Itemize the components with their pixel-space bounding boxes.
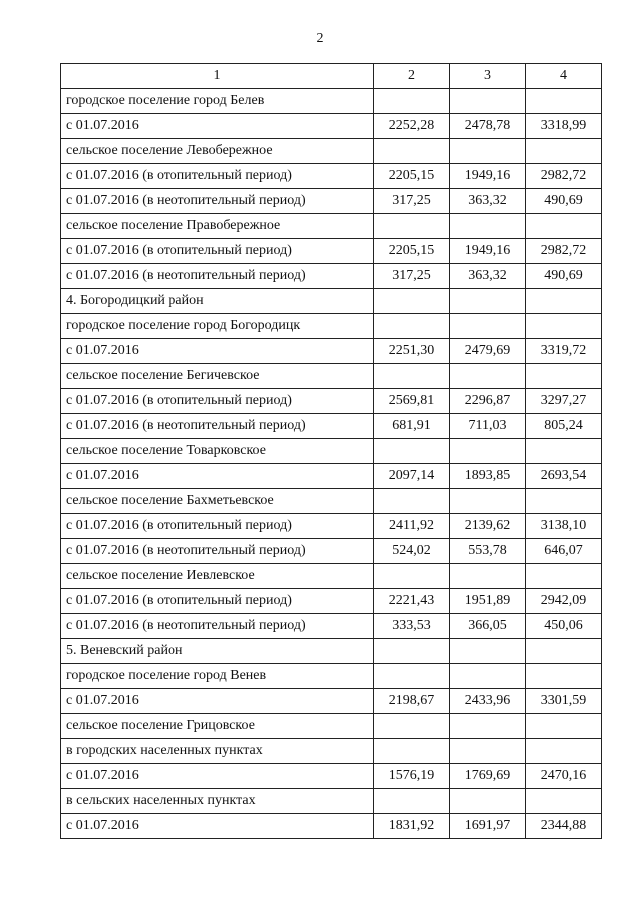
tariff-value-4: 490,69 — [526, 189, 602, 214]
table-row — [61, 289, 602, 314]
tariff-value-4: 450,06 — [526, 614, 602, 639]
row-label: сельское поселение Бегичевское — [61, 364, 374, 389]
row-label: сельское поселение Левобережное — [61, 139, 374, 164]
row-label: с 01.07.2016 (в отопительный период) — [61, 589, 374, 614]
table-row — [61, 539, 602, 564]
row-label: сельское поселение Грицовское — [61, 714, 374, 739]
table-row — [61, 264, 602, 289]
tariff-value-2 — [374, 489, 450, 514]
table-row — [61, 714, 602, 739]
tariff-value-2 — [374, 214, 450, 239]
table-body — [61, 89, 602, 839]
table-row — [61, 514, 602, 539]
tariff-value-4: 2344,88 — [526, 814, 602, 839]
tariff-value-3: 1691,97 — [450, 814, 526, 839]
tariff-value-2: 681,91 — [374, 414, 450, 439]
tariff-value-4: 2982,72 — [526, 239, 602, 264]
column-header: 4 — [526, 64, 602, 89]
tariff-value-4 — [526, 364, 602, 389]
tariff-value-3 — [450, 739, 526, 764]
table-row — [61, 389, 602, 414]
tariff-value-4 — [526, 639, 602, 664]
row-label: 5. Веневский район — [61, 639, 374, 664]
row-label: 4. Богородицкий район — [61, 289, 374, 314]
tariff-value-4 — [526, 289, 602, 314]
tariff-value-2: 1831,92 — [374, 814, 450, 839]
row-label: с 01.07.2016 (в отопительный период) — [61, 389, 374, 414]
table-row — [61, 439, 602, 464]
tariff-value-2: 1576,19 — [374, 764, 450, 789]
table-header-row — [61, 64, 602, 89]
tariff-value-4 — [526, 714, 602, 739]
tariff-value-4 — [526, 489, 602, 514]
table-row — [61, 589, 602, 614]
tariff-value-4: 805,24 — [526, 414, 602, 439]
tariff-value-3: 1769,69 — [450, 764, 526, 789]
tariff-value-2 — [374, 139, 450, 164]
column-header: 1 — [61, 64, 374, 89]
tariff-value-2: 2221,43 — [374, 589, 450, 614]
tariff-value-4 — [526, 314, 602, 339]
tariff-value-4 — [526, 664, 602, 689]
tariff-value-3 — [450, 139, 526, 164]
tariff-value-4 — [526, 564, 602, 589]
tariff-value-4: 490,69 — [526, 264, 602, 289]
tariff-value-2 — [374, 314, 450, 339]
tariff-value-3 — [450, 364, 526, 389]
row-label: с 01.07.2016 (в неотопительный период) — [61, 539, 374, 564]
row-label: сельское поселение Товарковское — [61, 439, 374, 464]
table-row — [61, 689, 602, 714]
tariff-value-3: 2296,87 — [450, 389, 526, 414]
row-label: сельское поселение Иевлевское — [61, 564, 374, 589]
row-label: с 01.07.2016 — [61, 114, 374, 139]
tariff-value-3 — [450, 489, 526, 514]
row-label: с 01.07.2016 (в неотопительный период) — [61, 414, 374, 439]
tariff-value-4: 2470,16 — [526, 764, 602, 789]
table-row — [61, 764, 602, 789]
row-label: с 01.07.2016 (в неотопительный период) — [61, 264, 374, 289]
row-label: сельское поселение Бахметьевское — [61, 489, 374, 514]
tariff-value-3: 366,05 — [450, 614, 526, 639]
tariff-value-2: 317,25 — [374, 189, 450, 214]
row-label: городское поселение город Богородицк — [61, 314, 374, 339]
tariff-value-2: 2205,15 — [374, 239, 450, 264]
tariff-value-3 — [450, 789, 526, 814]
tariff-value-2: 2252,28 — [374, 114, 450, 139]
tariff-value-3 — [450, 314, 526, 339]
tariff-value-2: 333,53 — [374, 614, 450, 639]
row-label: с 01.07.2016 (в отопительный период) — [61, 239, 374, 264]
tariff-value-2: 2251,30 — [374, 339, 450, 364]
tariff-value-3: 2433,96 — [450, 689, 526, 714]
table-row — [61, 339, 602, 364]
tariff-table — [60, 63, 602, 839]
table-row — [61, 464, 602, 489]
tariff-value-3: 2139,62 — [450, 514, 526, 539]
row-label: городское поселение город Белев — [61, 89, 374, 114]
table-row — [61, 489, 602, 514]
tariff-value-2 — [374, 789, 450, 814]
tariff-value-2: 2198,67 — [374, 689, 450, 714]
tariff-value-3: 1951,89 — [450, 589, 526, 614]
tariff-value-2: 2411,92 — [374, 514, 450, 539]
tariff-value-3: 1893,85 — [450, 464, 526, 489]
table-row — [61, 214, 602, 239]
tariff-value-2 — [374, 564, 450, 589]
tariff-value-2: 317,25 — [374, 264, 450, 289]
tariff-value-4: 3318,99 — [526, 114, 602, 139]
table-row — [61, 89, 602, 114]
tariff-value-3 — [450, 439, 526, 464]
row-label: с 01.07.2016 — [61, 814, 374, 839]
tariff-value-4: 646,07 — [526, 539, 602, 564]
tariff-value-4 — [526, 139, 602, 164]
table-row — [61, 814, 602, 839]
table-row — [61, 414, 602, 439]
table-row — [61, 739, 602, 764]
table-row — [61, 639, 602, 664]
table-row — [61, 664, 602, 689]
tariff-value-3: 2478,78 — [450, 114, 526, 139]
tariff-value-4 — [526, 214, 602, 239]
tariff-value-2 — [374, 664, 450, 689]
table-row — [61, 114, 602, 139]
table-row — [61, 239, 602, 264]
tariff-value-2: 2569,81 — [374, 389, 450, 414]
table-row — [61, 164, 602, 189]
row-label: с 01.07.2016 (в неотопительный период) — [61, 189, 374, 214]
tariff-value-3 — [450, 639, 526, 664]
tariff-value-2 — [374, 739, 450, 764]
tariff-value-3 — [450, 289, 526, 314]
tariff-value-4 — [526, 789, 602, 814]
tariff-value-2: 2097,14 — [374, 464, 450, 489]
tariff-value-2: 2205,15 — [374, 164, 450, 189]
row-label: в сельских населенных пунктах — [61, 789, 374, 814]
tariff-value-3 — [450, 714, 526, 739]
tariff-value-4: 3319,72 — [526, 339, 602, 364]
tariff-value-4: 2982,72 — [526, 164, 602, 189]
tariff-value-3 — [450, 564, 526, 589]
row-label: сельское поселение Правобережное — [61, 214, 374, 239]
row-label: с 01.07.2016 — [61, 764, 374, 789]
table-row — [61, 364, 602, 389]
tariff-value-4: 3138,10 — [526, 514, 602, 539]
tariff-value-2 — [374, 439, 450, 464]
tariff-value-4 — [526, 439, 602, 464]
row-label: с 01.07.2016 (в отопительный период) — [61, 514, 374, 539]
tariff-value-3: 363,32 — [450, 189, 526, 214]
tariff-value-4: 2942,09 — [526, 589, 602, 614]
tariff-value-2 — [374, 714, 450, 739]
tariff-value-4 — [526, 739, 602, 764]
tariff-value-3: 1949,16 — [450, 164, 526, 189]
tariff-value-2 — [374, 289, 450, 314]
table-row — [61, 564, 602, 589]
tariff-value-2: 524,02 — [374, 539, 450, 564]
table-row — [61, 314, 602, 339]
table-row — [61, 789, 602, 814]
column-header: 2 — [374, 64, 450, 89]
tariff-value-3: 711,03 — [450, 414, 526, 439]
tariff-value-3: 2479,69 — [450, 339, 526, 364]
tariff-value-4: 3297,27 — [526, 389, 602, 414]
tariff-value-4: 2693,54 — [526, 464, 602, 489]
row-label: с 01.07.2016 — [61, 464, 374, 489]
row-label: в городских населенных пунктах — [61, 739, 374, 764]
tariff-value-3: 1949,16 — [450, 239, 526, 264]
row-label: с 01.07.2016 (в отопительный период) — [61, 164, 374, 189]
tariff-value-2 — [374, 89, 450, 114]
row-label: с 01.07.2016 (в неотопительный период) — [61, 614, 374, 639]
tariff-value-2 — [374, 364, 450, 389]
tariff-value-3: 553,78 — [450, 539, 526, 564]
tariff-value-4: 3301,59 — [526, 689, 602, 714]
tariff-value-3 — [450, 664, 526, 689]
table-row — [61, 189, 602, 214]
column-header: 3 — [450, 64, 526, 89]
tariff-value-3: 363,32 — [450, 264, 526, 289]
page-number: 2 — [316, 31, 324, 46]
table-row — [61, 614, 602, 639]
table-row — [61, 139, 602, 164]
tariff-value-2 — [374, 639, 450, 664]
tariff-value-3 — [450, 214, 526, 239]
row-label: с 01.07.2016 — [61, 339, 374, 364]
tariff-value-3 — [450, 89, 526, 114]
row-label: городское поселение город Венев — [61, 664, 374, 689]
tariff-value-4 — [526, 89, 602, 114]
row-label: с 01.07.2016 — [61, 689, 374, 714]
